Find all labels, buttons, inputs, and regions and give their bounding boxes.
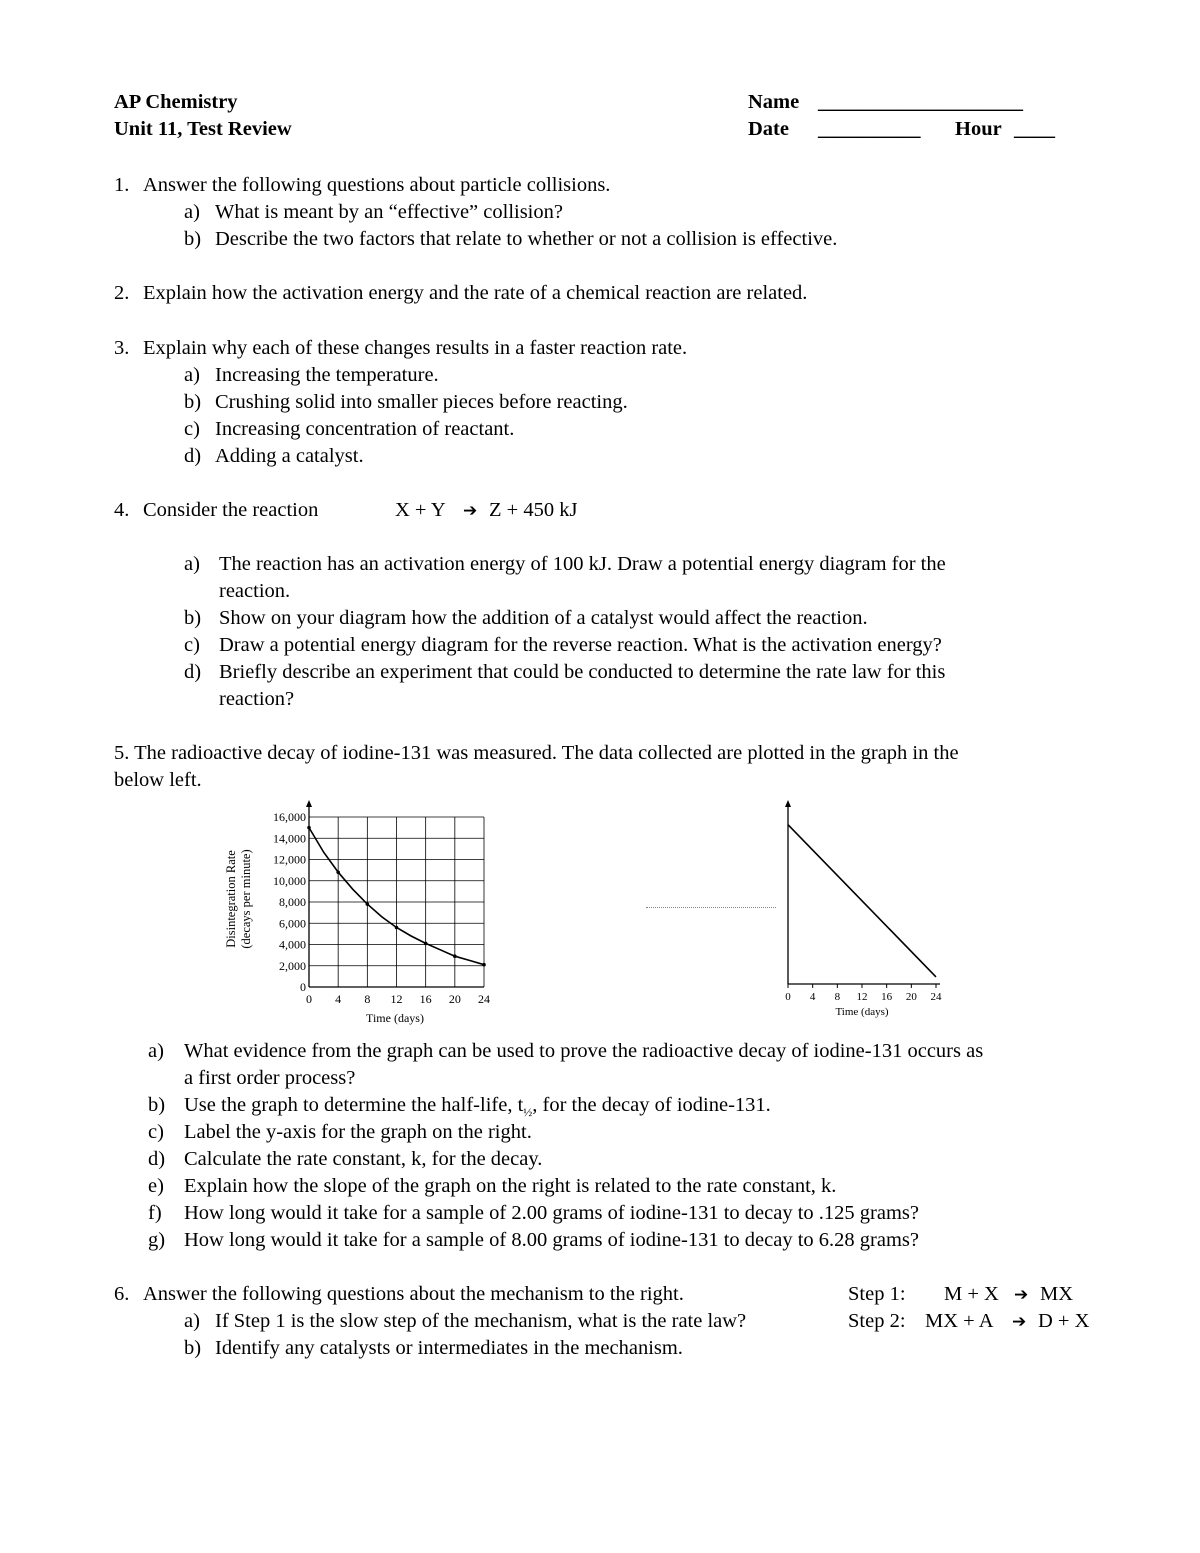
x-tick-label: 24 — [930, 991, 942, 1003]
q6a-letter: a) — [184, 1310, 200, 1332]
course-title: AP Chemistry — [114, 91, 238, 113]
y-tick-label: 12,000 — [273, 852, 306, 867]
q5d-text: Calculate the rate constant, k, for the decay. — [184, 1148, 543, 1170]
q3a-letter: a) — [184, 364, 200, 386]
right-blank-chart — [770, 795, 960, 1025]
q4c-text: Draw a potential energy diagram for the reverse reaction. What is the activation energy? — [219, 634, 942, 656]
q5b-letter: b) — [148, 1094, 166, 1116]
q5e-letter: e) — [148, 1175, 164, 1197]
q4-arrow-icon: ➔ — [463, 501, 478, 521]
date-label: Date — [748, 118, 789, 140]
q5e-text: Explain how the slope of the graph on the right is related to the rate constant, k. — [184, 1175, 837, 1197]
y-tick-label: 16,000 — [273, 810, 306, 824]
y-axis-label-units: (decays per minute) — [239, 849, 253, 949]
x-tick-label: 20 — [448, 992, 461, 1006]
hour-field[interactable]: ____ — [1014, 118, 1055, 140]
y-tick-label: 0 — [300, 980, 306, 994]
x-axis-label: Time (days) — [366, 1011, 424, 1025]
q3c-letter: c) — [184, 418, 200, 440]
unit-title: Unit 11, Test Review — [114, 118, 292, 140]
q5a-text-line2: a first order process? — [184, 1067, 356, 1089]
step2-arrow-icon: ➔ — [1012, 1312, 1027, 1332]
decay-rate-chart — [220, 795, 500, 1030]
q4d-letter: d) — [184, 661, 202, 683]
data-point — [307, 826, 311, 830]
y-tick-label: 4,000 — [279, 937, 306, 952]
x-tick-label: 24 — [478, 992, 490, 1006]
y-axis-arrow-icon — [306, 800, 312, 807]
q3-text: Explain why each of these changes results in a faster reaction rate. — [143, 337, 688, 359]
q5g-letter: g) — [148, 1229, 166, 1251]
name-label: Name — [748, 91, 800, 113]
x-tick-label: 4 — [809, 991, 816, 1003]
q6a-text: If Step 1 is the slow step of the mechanism, what is the rate law? — [215, 1310, 747, 1332]
separator-dots — [646, 907, 776, 908]
x-tick-label: 16 — [881, 991, 893, 1003]
x-tick-labels — [785, 984, 942, 1003]
q2-text: Explain how the activation energy and the rate of a chemical reaction are related. — [143, 282, 808, 304]
y-tick-labels — [273, 810, 306, 994]
q4-text: Consider the reaction — [143, 499, 319, 521]
y-tick-label: 10,000 — [273, 873, 306, 888]
q4-number: 4. — [114, 499, 130, 521]
x-tick-label: 12 — [856, 991, 868, 1003]
q4a-letter: a) — [184, 553, 200, 575]
y-tick-label: 6,000 — [279, 916, 306, 931]
step1-left: M + X — [944, 1283, 999, 1305]
q6-number: 6. — [114, 1283, 130, 1305]
q4a-text-line2: reaction. — [219, 580, 291, 602]
q3c-text: Increasing concentration of reactant. — [215, 418, 515, 440]
q4c-letter: c) — [184, 634, 200, 656]
step2-left: MX + A — [925, 1310, 994, 1332]
step1-label: Step 1: — [848, 1283, 906, 1305]
q5g-text: How long would it take for a sample of 8.00 grams of iodine-131 to decay to 6.28 grams? — [184, 1229, 919, 1251]
chart-gridlines — [309, 817, 484, 987]
q3b-text: Crushing solid into smaller pieces before reacting. — [215, 391, 628, 413]
data-point — [395, 926, 399, 930]
x-tick-labels — [306, 992, 490, 1006]
q5a-text-line1: What evidence from the graph can be used to prove the radioactive decay of iodine-131 occurs as — [184, 1040, 984, 1062]
y-axis-label: Disintegration Rate — [224, 850, 238, 948]
q5f-text: How long would it take for a sample of 2.00 grams of iodine-131 to decay to .125 grams? — [184, 1202, 919, 1224]
chart-axes — [306, 800, 484, 987]
data-point — [453, 954, 457, 958]
y-axis-arrow-icon — [785, 800, 791, 807]
y-tick-label: 14,000 — [273, 831, 306, 846]
data-point — [424, 942, 428, 946]
q4b-letter: b) — [184, 607, 202, 629]
q5d-letter: d) — [148, 1148, 166, 1170]
x-tick-label: 4 — [335, 992, 342, 1006]
q3d-text: Adding a catalyst. — [215, 445, 364, 467]
q4-equation-left: X + Y — [395, 499, 446, 521]
step1-right: MX — [1040, 1283, 1074, 1305]
q5c-text: Label the y-axis for the graph on the right. — [184, 1121, 532, 1143]
q4a-text-line1: The reaction has an activation energy of 100 kJ. Draw a potential energy diagram for the — [219, 553, 946, 575]
y-tick-label: 2,000 — [279, 958, 306, 973]
q3a-text: Increasing the temperature. — [215, 364, 439, 386]
step2-label: Step 2: — [848, 1310, 906, 1332]
q5a-letter: a) — [148, 1040, 164, 1062]
q1b-letter: b) — [184, 228, 202, 250]
data-point — [336, 870, 340, 874]
q5b-text: Use the graph to determine the half-life, $t_{\frac{1}{2}}$, for the decay of iodine-131. — [184, 1094, 771, 1120]
q5-text-line1: 5. The radioactive decay of iodine-131 was measured. The data collected are plotted in the graph in the — [114, 742, 959, 764]
step1-arrow-icon: ➔ — [1014, 1285, 1029, 1305]
x-tick-label: 12 — [390, 992, 403, 1006]
y-tick-label: 8,000 — [279, 895, 306, 909]
name-field[interactable]: ____________________ — [818, 91, 1023, 113]
linear-decay-line — [788, 825, 936, 977]
x-axis-label: Time (days) — [835, 1006, 889, 1018]
q3-number: 3. — [114, 337, 130, 359]
q3b-letter: b) — [184, 391, 202, 413]
q1b-text: Describe the two factors that relate to whether or not a collision is effective. — [215, 228, 838, 250]
step2-right: D + X — [1038, 1310, 1090, 1332]
x-tick-label: 8 — [364, 992, 371, 1006]
q2-number: 2. — [114, 282, 130, 304]
hour-label: Hour — [955, 118, 1002, 140]
q6-text: Answer the following questions about the mechanism to the right. — [143, 1283, 684, 1305]
q1a-text: What is meant by an “effective” collision? — [215, 201, 563, 223]
date-field[interactable]: __________ — [818, 118, 921, 140]
data-point — [482, 963, 486, 967]
q4d-text-line1: Briefly describe an experiment that could be conducted to determine the rate law for this — [219, 661, 946, 683]
q1-text: Answer the following questions about particle collisions. — [143, 174, 611, 196]
data-point — [366, 902, 370, 906]
q6b-text: Identify any catalysts or intermediates in the mechanism. — [215, 1337, 683, 1359]
q4b-text: Show on your diagram how the addition of a catalyst would affect the reaction. — [219, 607, 868, 629]
x-tick-label: 0 — [785, 991, 791, 1003]
x-tick-label: 16 — [419, 992, 432, 1006]
q5f-letter: f) — [148, 1202, 162, 1224]
q3d-letter: d) — [184, 445, 202, 467]
q4d-text-line2: reaction? — [219, 688, 295, 710]
q5c-letter: c) — [148, 1121, 164, 1143]
x-tick-label: 8 — [834, 991, 841, 1003]
q1-number: 1. — [114, 174, 130, 196]
q1a-letter: a) — [184, 201, 200, 223]
x-tick-label: 0 — [306, 992, 312, 1006]
q5-text-line2: below left. — [114, 769, 202, 791]
x-tick-label: 20 — [905, 991, 917, 1003]
q6b-letter: b) — [184, 1337, 202, 1359]
q4-equation-right: Z + 450 kJ — [489, 499, 578, 521]
